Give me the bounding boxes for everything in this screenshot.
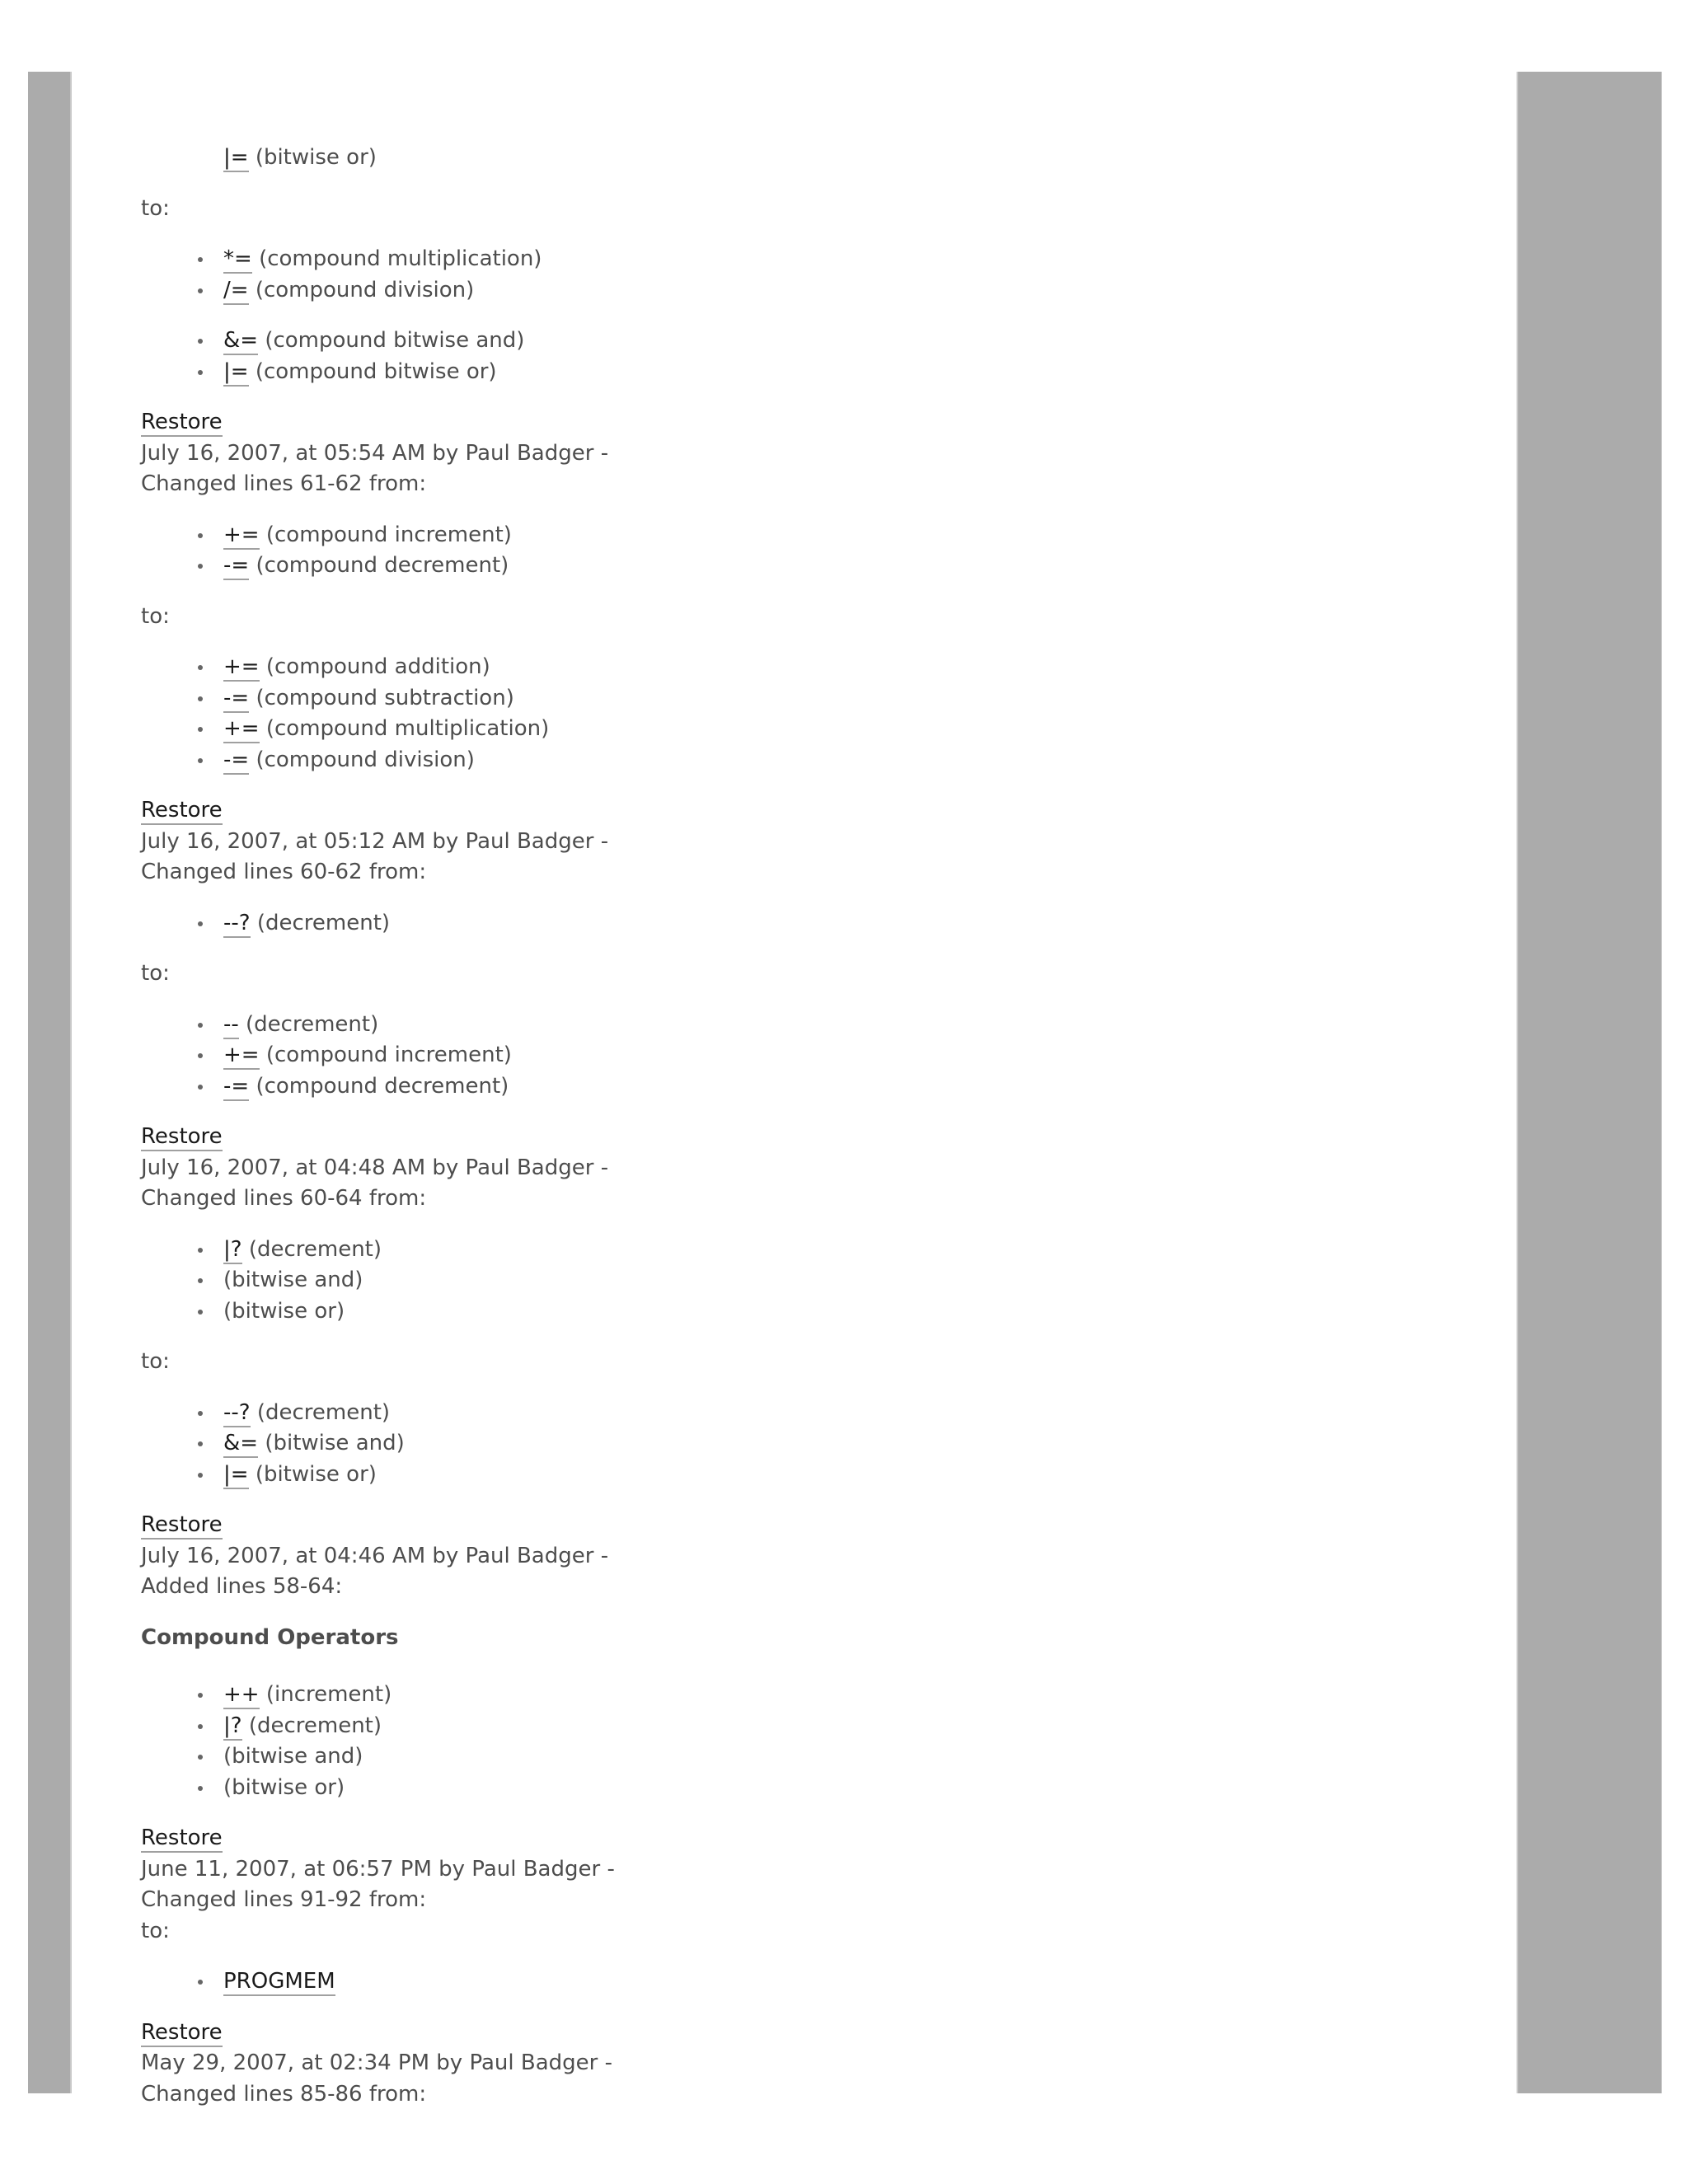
list-item: [223, 1040, 1460, 1071]
operator-description: (compound decrement): [256, 1073, 509, 1099]
list-item: [223, 520, 1460, 551]
list-item: [223, 357, 1460, 388]
operator-description: (bitwise or): [255, 145, 377, 170]
restore-line: [141, 1122, 1460, 1153]
operator-description: (decrement): [248, 1236, 382, 1262]
operator-description: (compound multiplication): [265, 716, 550, 741]
to-label: to:: [141, 195, 170, 221]
operator-description: (decrement): [248, 1713, 382, 1738]
restore-line: [141, 2018, 1460, 2049]
spacer: [141, 1603, 1460, 1623]
operator-list: [141, 1680, 1460, 1803]
operator-list: [141, 143, 1460, 174]
operator-description: (compound multiplication): [259, 246, 542, 271]
spacer: [141, 632, 1460, 652]
list-item: [223, 1741, 1460, 1773]
operator-description: (increment): [265, 1682, 392, 1707]
revision-change: Changed lines 85-86 from:: [141, 2081, 427, 2107]
operator-list: [141, 1010, 1460, 1103]
operator-description: (compound bitwise and): [265, 328, 525, 353]
spacer: [141, 387, 1460, 407]
revision-meta: June 11, 2007, at 06:57 PM by Paul Badger -: [141, 1856, 615, 1882]
spacer: [141, 500, 1460, 520]
list-item: [223, 1773, 1460, 1804]
operator-description: (bitwise and): [223, 1744, 363, 1769]
operator-link[interactable]: -=: [223, 553, 249, 580]
list-item: [223, 1010, 1460, 1041]
list-item: [223, 714, 1460, 745]
operator-list: [141, 520, 1460, 582]
restore-link[interactable]: Restore: [141, 2020, 223, 2047]
operator-description: (bitwise and): [223, 1268, 363, 1292]
list-item: [223, 1428, 1460, 1460]
spacer: [141, 1490, 1460, 1510]
revision-meta: July 16, 2007, at 05:54 AM by Paul Badger -: [141, 440, 609, 466]
operator-list: [141, 1966, 1460, 1998]
spacer: [141, 1998, 1460, 2018]
list-item: [223, 1398, 1460, 1429]
operator-link[interactable]: -=: [223, 1074, 249, 1101]
operator-list: [141, 326, 1460, 387]
operator-link[interactable]: +=: [223, 523, 260, 550]
spacer: [141, 72, 1460, 143]
operator-link[interactable]: --?: [223, 911, 251, 938]
spacer: [141, 1803, 1460, 1823]
operator-link[interactable]: |?: [223, 1713, 242, 1741]
spacer: [141, 1327, 1460, 1347]
spacer: [141, 306, 1460, 326]
operator-description: (bitwise or): [223, 1298, 345, 1324]
spacer: [141, 939, 1460, 958]
revision-meta: July 16, 2007, at 04:48 AM by Paul Badger -: [141, 1155, 609, 1180]
list-item: [223, 683, 1460, 715]
operator-link[interactable]: &=: [223, 1431, 258, 1458]
revision-meta: July 16, 2007, at 05:12 AM by Paul Badger -: [141, 828, 609, 854]
operator-list: [141, 244, 1460, 306]
list-item: [223, 275, 1460, 307]
operator-description: (compound subtraction): [256, 685, 514, 710]
list-item: [223, 1071, 1460, 1103]
spacer: [141, 888, 1460, 908]
restore-link[interactable]: Restore: [141, 798, 223, 825]
spacer: [141, 1215, 1460, 1235]
operator-link[interactable]: /=: [223, 278, 249, 305]
restore-line: [141, 1823, 1460, 1854]
to-label: to:: [141, 1349, 170, 1374]
restore-link[interactable]: Restore: [141, 410, 223, 437]
operator-link[interactable]: ++: [223, 1682, 260, 1709]
content-area: [70, 72, 1518, 2107]
spacer: [141, 224, 1460, 244]
spacer: [141, 776, 1460, 795]
spacer: [141, 1102, 1460, 1122]
spacer: [141, 174, 1460, 194]
page-frame: [28, 72, 1662, 2107]
operator-description: (compound increment): [265, 1043, 512, 1067]
spacer: [141, 582, 1460, 602]
to-label: to:: [141, 1918, 170, 1943]
operator-link[interactable]: |=: [223, 1462, 249, 1489]
spacer: [141, 990, 1460, 1010]
operator-description: (compound increment): [265, 522, 512, 547]
revision-meta: May 29, 2007, at 02:34 PM by Paul Badger -: [141, 2050, 612, 2075]
spacer: [141, 1947, 1460, 1966]
operator-description: (bitwise or): [255, 1461, 377, 1487]
operator-list: [141, 1398, 1460, 1491]
list-item: [223, 1966, 1460, 1998]
revision-change: Changed lines 60-64 from:: [141, 1186, 427, 1211]
operator-link[interactable]: |=: [223, 359, 249, 387]
operator-link[interactable]: +=: [223, 654, 260, 682]
list-item: [223, 1296, 1460, 1328]
list-item: [223, 1711, 1460, 1742]
operator-description: (compound bitwise or): [255, 359, 497, 384]
operator-description: (decrement): [256, 1399, 391, 1425]
operator-link[interactable]: *=: [223, 246, 252, 274]
spacer: [141, 1378, 1460, 1398]
operator-link[interactable]: |?: [223, 1237, 242, 1264]
operator-description: (compound addition): [265, 654, 490, 679]
operator-description: (compound division): [255, 277, 475, 302]
restore-line: [141, 407, 1460, 438]
list-item: [223, 143, 1460, 174]
operator-description: (compound division): [256, 747, 475, 772]
list-item: [223, 244, 1460, 275]
restore-line: [141, 1510, 1460, 1541]
operator-description: (compound decrement): [256, 553, 509, 578]
list-item: [223, 908, 1460, 940]
list-item: [223, 1235, 1460, 1266]
to-label: to:: [141, 961, 170, 986]
operator-link[interactable]: |=: [223, 145, 249, 172]
list-item: [223, 1460, 1460, 1491]
list-item: [223, 745, 1460, 776]
revision-history: [141, 72, 1460, 2110]
section-heading: Compound Operators: [141, 1624, 399, 1650]
list-item: [223, 1680, 1460, 1711]
revision-change: Changed lines 60-62 from:: [141, 860, 427, 884]
operator-link[interactable]: -=: [223, 686, 249, 713]
operator-description: (bitwise and): [265, 1431, 405, 1455]
to-label: to:: [141, 603, 170, 629]
operator-list: [141, 652, 1460, 776]
operator-list: [141, 908, 1460, 940]
list-item: [223, 326, 1460, 357]
restore-line: [141, 795, 1460, 827]
revision-change: Changed lines 61-62 from:: [141, 471, 427, 496]
operator-link[interactable]: --?: [223, 1400, 251, 1427]
operator-link[interactable]: +=: [223, 716, 260, 743]
restore-link[interactable]: Restore: [141, 1512, 223, 1540]
list-item: [223, 652, 1460, 683]
operator-link[interactable]: PROGMEM: [223, 1969, 335, 1996]
list-item: [223, 551, 1460, 582]
revision-change: Added lines 58-64:: [141, 1574, 343, 1599]
operator-description: (decrement): [246, 1011, 379, 1037]
operator-link[interactable]: -=: [223, 748, 249, 775]
revision-meta: July 16, 2007, at 04:46 AM by Paul Badger -: [141, 1543, 609, 1568]
operator-description: (bitwise or): [223, 1774, 345, 1800]
list-item: [223, 1265, 1460, 1296]
restore-link[interactable]: Restore: [141, 1124, 223, 1151]
revision-change: Changed lines 91-92 from:: [141, 1887, 427, 1912]
operator-link[interactable]: --: [223, 1012, 239, 1039]
operator-link[interactable]: +=: [223, 1043, 260, 1070]
operator-link[interactable]: &=: [223, 328, 258, 355]
operator-description: (decrement): [256, 910, 391, 935]
spacer: [141, 1653, 1460, 1680]
restore-link[interactable]: Restore: [141, 1825, 223, 1853]
operator-list: [141, 1235, 1460, 1328]
